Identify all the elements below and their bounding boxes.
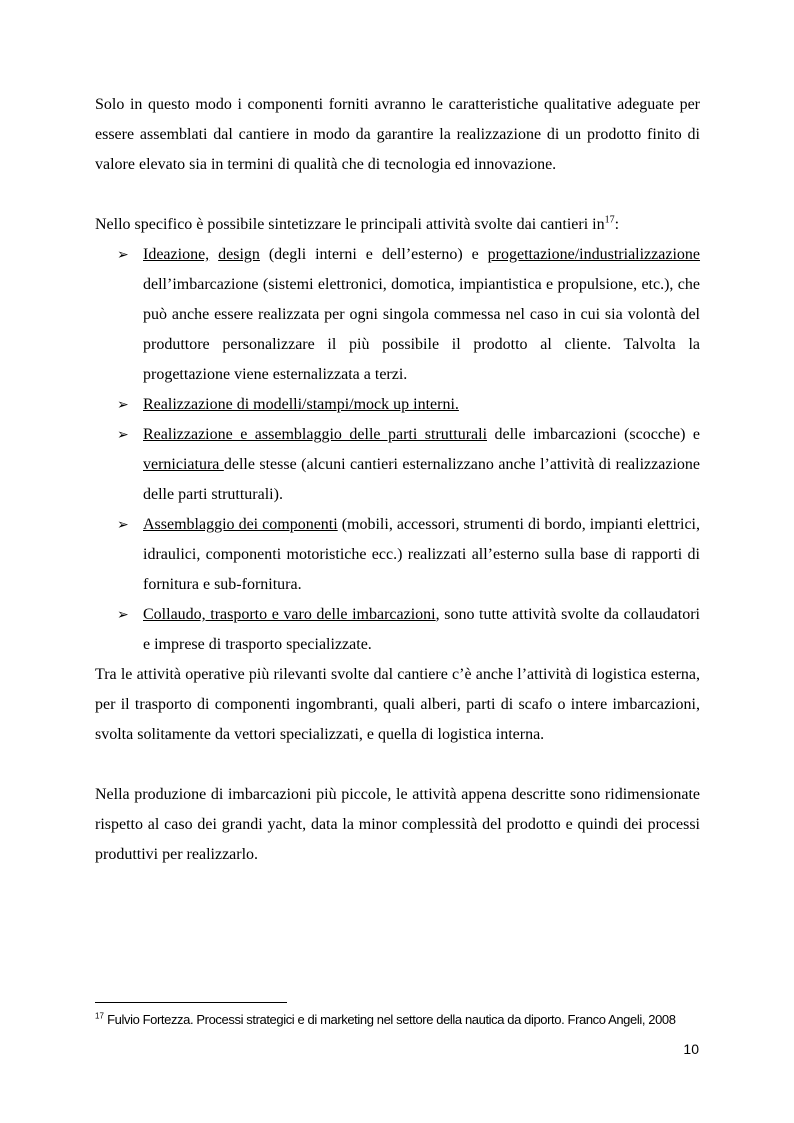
list-item xyxy=(117,240,701,390)
underlined-term: verniciatura xyxy=(143,456,224,473)
paragraph-quality: Solo in questo modo i componenti forniti avranno le caratteristiche qualitative adeguate per essere assemblati dal cantiere in modo da garantire la realizzazione di un prodotto finito di valore elevato sia in termini di qualità che di tecnologia ed innovazione. xyxy=(95,96,700,173)
intro-colon: : xyxy=(614,216,620,233)
list-item xyxy=(117,390,700,420)
item-text: (mobili, accessori, strumenti di bordo, impianti elettrici, idraulici, componenti motoristiche ecc.) realizzati all’esterno sulla base di rapporti di fornitura e sub-fornitura. xyxy=(143,516,700,593)
footnote xyxy=(95,1012,715,1027)
underlined-term: progettazione/industrializzazione xyxy=(487,246,701,263)
document-body xyxy=(95,90,700,870)
list-item xyxy=(117,420,700,510)
underlined-term: Ideazione, xyxy=(143,246,210,263)
paragraph-small-boats: Nella produzione di imbarcazioni più piccole, le attività appena descritte sono ridimensionate rispetto al caso dei grandi yacht, data la minor complessità del prodotto e quindi dei processi produttivi per realizzarlo. xyxy=(95,786,700,863)
item-text: delle imbarcazioni (scocche) e xyxy=(487,426,700,443)
paragraph-activities-intro xyxy=(95,210,700,240)
arrow-bullet-icon: ➢ xyxy=(117,397,129,413)
intro-text: Nello specifico è possibile sintetizzare le principali attività svolte dai cantieri in xyxy=(95,216,605,233)
list-item xyxy=(117,600,701,660)
arrow-bullet-icon: ➢ xyxy=(117,427,129,443)
footnote-text: Fulvio Fortezza. Processi strategici e di marketing nel settore della nautica da diporto. Franco Angeli, 2008 xyxy=(103,1012,676,1027)
footnote-ref: 17 xyxy=(604,214,615,226)
item-text xyxy=(209,246,218,263)
arrow-bullet-icon: ➢ xyxy=(117,607,129,623)
list-item xyxy=(117,510,700,600)
arrow-bullet-icon: ➢ xyxy=(117,517,129,533)
paragraph-logistics: Tra le attività operative più rilevanti svolte dal cantiere c’è anche l’attività di logistica esterna, per il trasporto di componenti ingombranti, quali alberi, parti di scafo o intere imbarcazioni, svolta solitamente da vettori specializzati, e quella di logistica interna. xyxy=(95,666,700,743)
underlined-term: design xyxy=(218,246,260,263)
activities-list xyxy=(95,240,700,660)
item-text: dell’imbarcazione (sistemi elettronici, domotica, impiantistica e propulsione, etc.), che può anche essere realizzata per ogni singola commessa nel caso in cui sia volontà del produttore personalizzare il più possibile il prodotto al cliente. Talvolta la progettazione viene esternalizzata a terzi. xyxy=(143,276,700,383)
underlined-term: Assemblaggio dei componenti xyxy=(143,516,338,533)
arrow-bullet-icon: ➢ xyxy=(117,247,129,263)
underlined-term: Collaudo, trasporto e varo delle imbarcazioni xyxy=(143,606,436,623)
item-text: (degli interni e dell’esterno) e xyxy=(259,246,488,263)
footnote-number: 17 xyxy=(95,1011,104,1021)
item-text: delle stesse (alcuni cantieri esternalizzano anche l’attività di realizzazione delle parti strutturali). xyxy=(143,456,700,503)
underlined-term: Realizzazione e assemblaggio delle parti strutturali xyxy=(143,426,488,443)
page-number: 10 xyxy=(683,1041,699,1057)
item-text: , sono tutte attività svolte da collaudatori e imprese di trasporto specializzate. xyxy=(143,606,701,653)
underlined-term: Realizzazione di modelli/stampi/mock up interni. xyxy=(143,396,459,413)
footnote-divider xyxy=(95,1002,287,1003)
